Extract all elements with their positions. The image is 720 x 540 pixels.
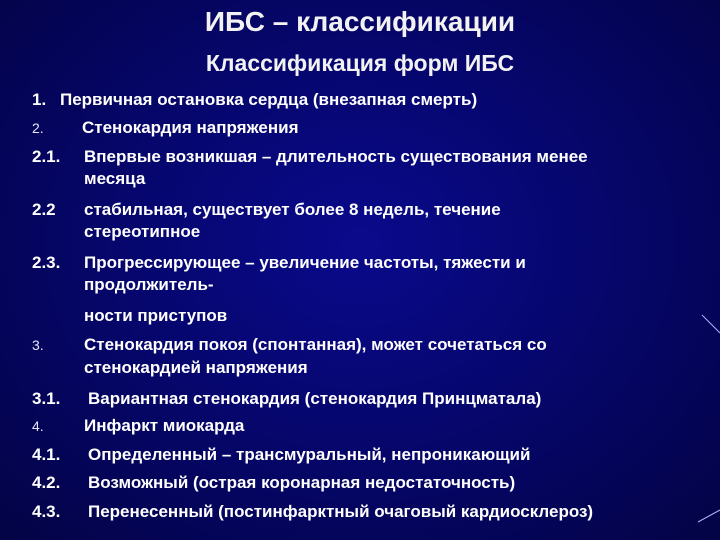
item-text: стереотипное <box>84 222 201 241</box>
item-text: месяца <box>84 169 146 188</box>
item-text: Стенокардия напряжения <box>82 118 299 137</box>
item-number: 3. <box>32 337 44 353</box>
item-text: Первичная остановка сердца (внезапная смерть) <box>60 90 478 109</box>
item-text: стенокардией напряжения <box>84 358 308 377</box>
item-number: 4. <box>32 418 44 434</box>
item-text: Инфаркт миокарда <box>84 416 245 435</box>
item-text: Определенный – трансмуральный, непроникающий <box>88 445 531 464</box>
item-number: 2. <box>32 120 44 136</box>
item-text: стабильная, существует более 8 недель, течение <box>84 200 501 219</box>
item-number: 4.1. <box>32 445 61 464</box>
item-number: 2.2 <box>32 200 56 219</box>
page-title: ИБС – классификации <box>204 6 516 37</box>
item-text: Перенесенный (постинфарктный очаговый кардиосклероз) <box>88 502 594 521</box>
item-text: Впервые возникшая – длительность существования менее <box>84 147 588 166</box>
item-number: 2.3. <box>32 253 61 272</box>
item-number: 1. <box>32 90 47 109</box>
item-text: Возможный (острая коронарная недостаточность) <box>88 473 516 492</box>
item-number: 4.3. <box>32 502 61 521</box>
item-text: ности приступов <box>84 306 228 325</box>
item-number: 3.1. <box>32 389 61 408</box>
item-number: 4.2. <box>32 473 61 492</box>
item-text: Стенокардия покоя (спонтанная), может сочетаться со <box>84 335 547 354</box>
item-text: Прогрессирующее – увеличение частоты, тяжести и <box>84 253 526 272</box>
page-subtitle: Классификация форм ИБС <box>205 50 515 76</box>
item-number: 2.1. <box>32 147 61 166</box>
item-text: продолжитель- <box>84 275 214 294</box>
item-text: Вариантная стенокардия (стенокардия Принцматала) <box>88 389 542 408</box>
